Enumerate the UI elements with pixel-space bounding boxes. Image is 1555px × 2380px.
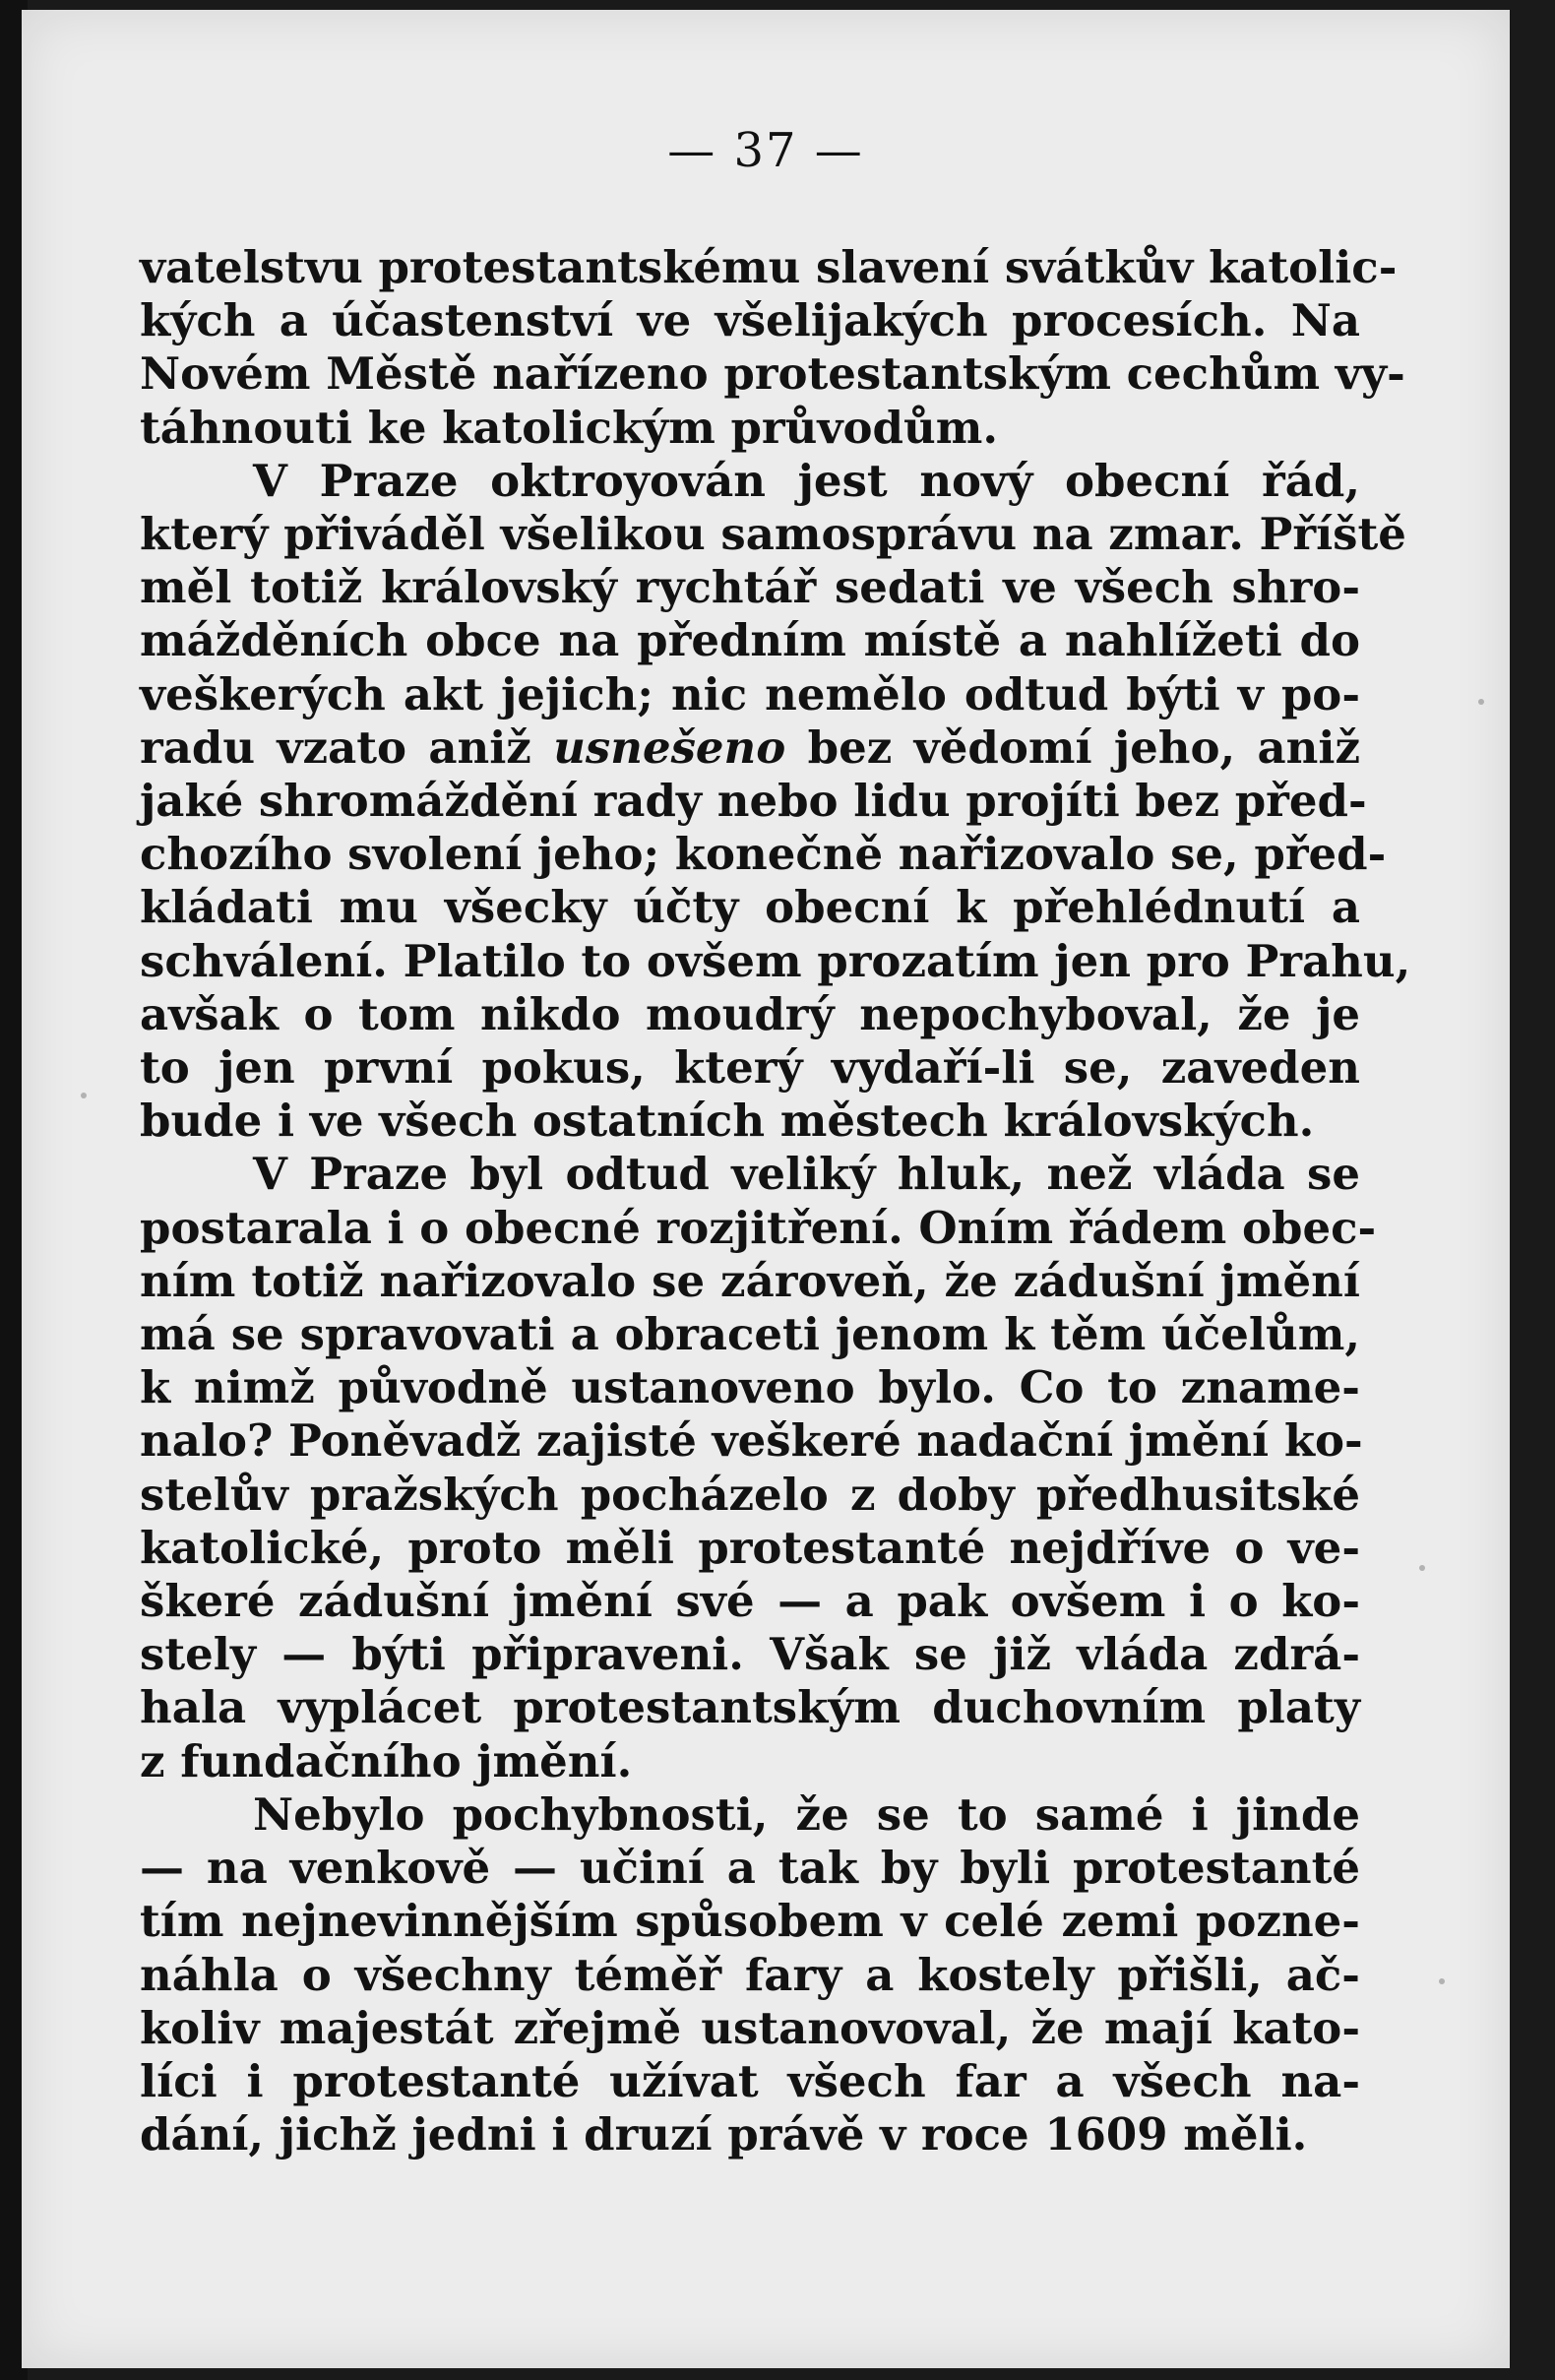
text-line: z fundačního jmění. [140, 1734, 633, 1787]
text-line: nalo? Poněvadž zajisté veškeré nadační jmění ko- [140, 1414, 1363, 1468]
text-line: líci i protestanté užívat všech far a všech na- [140, 2054, 1360, 2107]
text-line: táhnouti ke katolickým průvodům. [140, 401, 998, 454]
text-line: avšak o tom nikdo moudrý nepochyboval, že je [140, 987, 1360, 1040]
page-number: — 37 — [667, 123, 864, 178]
body-text [140, 241, 1411, 2161]
text-line: má se spravovati a obraceti jenom k těm účelům, [140, 1308, 1360, 1361]
scan-speck [1478, 699, 1484, 705]
text-line: V Praze oktroyován jest nový obecní řád, [253, 454, 1360, 507]
text-line: chozího svolení jeho; konečně nařizovalo se, před- [140, 828, 1387, 881]
text-line: hala vyplácet protestantským duchovním platy [140, 1681, 1360, 1734]
text-line: ním totiž nařizovalo se zároveň, že zádušní jmění [140, 1254, 1360, 1307]
scan-speck [1419, 1565, 1425, 1571]
text-line: jaké shromáždění rady nebo lidu projíti bez před- [140, 775, 1367, 828]
text-line: V Praze byl odtud veliký hluk, než vláda se [253, 1148, 1360, 1201]
text-line: — na venkově — učiní a tak by byli protestanté [140, 1842, 1360, 1895]
emphasized-word: usnešeno [553, 720, 786, 774]
text-line: schválení. Platilo to ovšem prozatím jen pro Prahu, [140, 934, 1411, 987]
scan-speck [81, 1093, 87, 1098]
text-line: náhla o všechny téměř fary a kostely přišli, ač- [140, 1948, 1360, 2001]
text-line-with-emphasis [140, 721, 1360, 775]
book-page [22, 10, 1510, 2368]
text-line: koliv majestát zřejmě ustanovoval, že mají kato- [140, 2001, 1360, 2054]
text-line: Nebylo pochybnosti, že se to samé i jinde [253, 1787, 1360, 1841]
text-line: mážděních obce na předním místě a nahlížeti do [140, 614, 1360, 667]
text-segment: bez vědomí jeho, aniž [785, 720, 1361, 774]
text-line: postarala i o obecné rozjitření. Oním řádem obec- [140, 1201, 1377, 1254]
text-segment: radu vzato aniž [140, 720, 554, 774]
text-line: k nimž původně ustanoveno bylo. Co to zname- [140, 1361, 1360, 1414]
text-line: to jen první pokus, který vydaří-li se, zaveden [140, 1041, 1360, 1095]
text-line: veškerých akt jejich; nic nemělo odtud býti v po- [140, 667, 1360, 720]
text-line: dání, jichž jedni i druzí právě v roce 1609 měli. [140, 2108, 1308, 2161]
text-line: měl totiž královský rychtář sedati ve všech shro- [140, 561, 1360, 614]
text-line: kých a účastenství ve všelijakých procesích. Na [140, 294, 1360, 347]
text-line: škeré zádušní jmění své — a pak ovšem i o ko- [140, 1575, 1360, 1628]
text-line: kládati mu všecky účty obecní k přehlédnutí a [140, 881, 1360, 934]
text-line: tím nejnevinnějším spůsobem v celé zemi pozne- [140, 1895, 1360, 1948]
text-line: bude i ve všech ostatních městech královských. [140, 1095, 1315, 1148]
text-line: stely — býti připraveni. Však se již vláda zdrá- [140, 1628, 1360, 1681]
scan-speck [1439, 1978, 1445, 1984]
text-line: katolické, proto měli protestanté nejdříve o ve- [140, 1521, 1360, 1574]
text-line: Novém Městě nařízeno protestantským cechům vy- [140, 347, 1405, 401]
text-line: který přiváděl všelikou samosprávu na zmar. Příště [140, 508, 1406, 561]
text-line: vatelstvu protestantskému slavení svátkův katolic- [140, 241, 1398, 293]
text-line: stelův pražských pocházelo z doby předhusitské [140, 1468, 1360, 1521]
